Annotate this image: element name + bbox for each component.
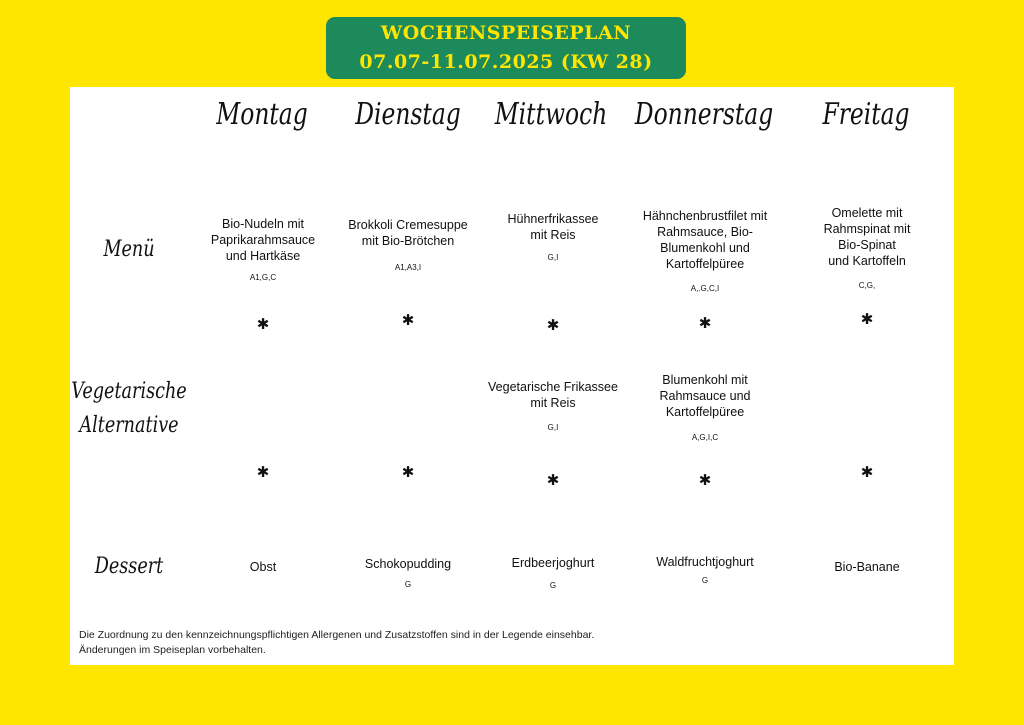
footer-change-note: Änderungen im Speiseplan vorbehalten. [79,644,266,656]
row-label-vegetarian-line2: Alternative [79,413,179,438]
dish-line: Hähnchenbrustfilet mit [642,209,768,223]
separator-star: ✱ [698,471,712,489]
day-header-tuesday: Dienstag [355,97,461,132]
dish-line: Schokopudding [364,557,452,571]
dish-line: Bio-Banane [834,560,900,574]
menu-panel [70,87,954,665]
menu-cell-friday [824,205,911,290]
dish-line: mit Bio-Brötchen [361,234,455,248]
menu-cell-wednesday [507,211,598,262]
day-header-thursday: Donnerstag [634,97,774,132]
allergen-codes: A,G,I,C [691,433,719,442]
dish-line: Rahmspinat mit [823,222,911,236]
footer-note [79,628,594,658]
plan-date-range: 07.07-11.07.2025 (KW 28) [359,51,653,73]
separator-star: ✱ [546,471,560,489]
menu-cell-tuesday [348,217,468,272]
dish-line: Vegetarische Frikassee [488,380,618,394]
separator-star: ✱ [860,310,874,328]
allergen-codes: G,I [547,423,559,432]
dessert-cell-tuesday [365,556,451,589]
footer-allergen-note: Die Zuordnung zu den kennzeichnungspflichtigen Allergenen und Zusatzstoffen sind in der Legende einsehbar. [79,629,595,641]
allergen-codes: A1,A3,I [394,263,422,272]
dish-line: Rahmsauce und [659,389,751,403]
dessert-cell-thursday [656,554,754,585]
dish-line: Waldfruchtjoghurt [656,555,754,569]
row-label-menu: Menü [103,237,155,262]
allergen-codes: G [549,581,557,590]
separator-star: ✱ [860,463,874,481]
day-header-friday: Freitag [822,97,910,132]
row-label-vegetarian-line1: Vegetarische [71,379,187,404]
allergen-codes: A,.G,C,I [690,284,720,293]
dish-line: und Hartkäse [225,249,301,263]
dessert-cell-monday [250,559,276,575]
dish-line: Brokkoli Cremesuppe [348,218,468,232]
row-label-vegetarian [71,375,186,443]
dessert-cell-friday [834,559,899,575]
allergen-codes: G,I [547,253,559,262]
dish-line: mit Reis [530,396,576,410]
allergen-codes: G [404,580,412,589]
dish-line: Omelette mit [831,206,903,220]
separator-star: ✱ [546,316,560,334]
separator-star: ✱ [256,463,270,481]
dish-line: und Kartoffeln [828,254,906,268]
allergen-codes: G [701,576,709,585]
day-header-wednesday: Mittwoch [494,97,608,132]
separator-star: ✱ [401,463,415,481]
allergen-codes: C,G, [858,281,876,290]
dish-line: Paprikarahmsauce [210,233,316,247]
dish-line: Kartoffelpüree [665,405,745,419]
veg-cell-wednesday [488,379,618,432]
dish-line: Blumenkohl und [660,241,750,255]
dish-line: Bio-Nudeln mit [222,217,304,231]
day-header-monday: Montag [216,97,308,132]
dessert-cell-wednesday [512,555,595,590]
veg-cell-thursday [659,372,750,442]
plan-title: WOCHENSPEISEPLAN [380,22,632,44]
menu-cell-monday [211,216,315,282]
dish-line: mit Reis [530,228,576,242]
dish-line: Hühnerfrikassee [507,212,599,226]
dish-line: Erdbeerjoghurt [511,556,595,570]
dish-line: Bio-Spinat [838,238,896,252]
dish-line: Obst [249,560,277,574]
title-banner [326,17,686,79]
dish-line: Blumenkohl mit [662,373,748,387]
separator-star: ✱ [256,315,270,333]
menu-cell-thursday [643,208,767,293]
dish-line: Rahmsauce, Bio- [657,225,753,239]
separator-star: ✱ [401,311,415,329]
dish-line: Kartoffelpüree [665,257,745,271]
row-label-dessert: Dessert [94,554,164,579]
allergen-codes: A1,G,C [249,273,277,282]
separator-star: ✱ [698,314,712,332]
